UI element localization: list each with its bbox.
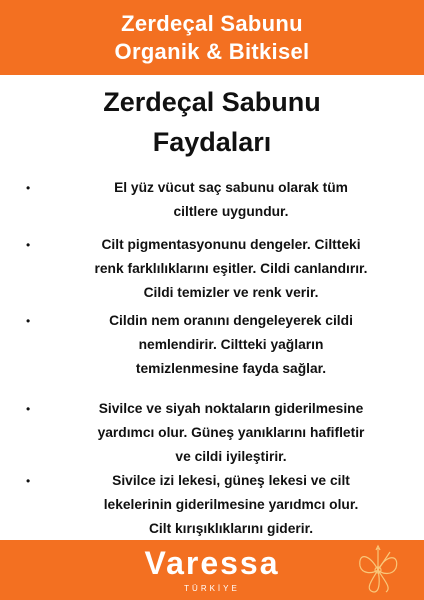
- footer-banner: [0, 540, 424, 600]
- header-title-line1: Zerdeçal Sabunu: [121, 10, 303, 36]
- list-item: [26, 176, 416, 224]
- list-item-text: El yüz vücut saç sabunu olarak tüm ciltlere uygundur.: [114, 180, 348, 219]
- list-item-text: Cildin nem oranını dengeleyerek cildi nemlendirir. Ciltteki yağların temizlenmesine fayda sağlar.: [109, 313, 353, 376]
- header-banner: [0, 0, 424, 75]
- list-item-text: Sivilce izi lekesi, güneş lekesi ve cilt lekelerinin giderilmesine yarıdmcı olur. Cilt kırışıklıklarını giderir.: [103, 473, 359, 536]
- list-item-text: Cilt pigmentasyonunu dengeler. Ciltteki renk farklılıklarını eşitler. Cildi canlandırır. Cildi temizler ve renk verir.: [94, 237, 368, 300]
- page-title: [0, 82, 424, 162]
- list-item-text: Sivilce ve siyah noktaların giderilmesine yardımcı olur. Güneş yanıklarını hafifletir ve cildi iyileştirir.: [97, 401, 365, 464]
- list-item: [26, 233, 416, 305]
- brand-subtitle: TÜRKİYE: [184, 584, 240, 593]
- page-title-line2: Faydaları: [152, 127, 272, 157]
- bullet-dot: •: [26, 474, 31, 488]
- bullet-dot: •: [26, 238, 31, 252]
- bullet-dot: •: [26, 314, 31, 328]
- brand-name: Varessa: [144, 545, 280, 581]
- bullet-dot: •: [26, 181, 31, 195]
- list-item: [26, 469, 416, 541]
- flower-icon: [350, 544, 406, 596]
- bullet-dot: •: [26, 402, 31, 416]
- page-title-line1: Zerdeçal Sabunu: [103, 87, 321, 117]
- list-item: [26, 309, 416, 381]
- header-title-line2: Organik & Bitkisel: [114, 38, 310, 64]
- list-item: [26, 397, 416, 469]
